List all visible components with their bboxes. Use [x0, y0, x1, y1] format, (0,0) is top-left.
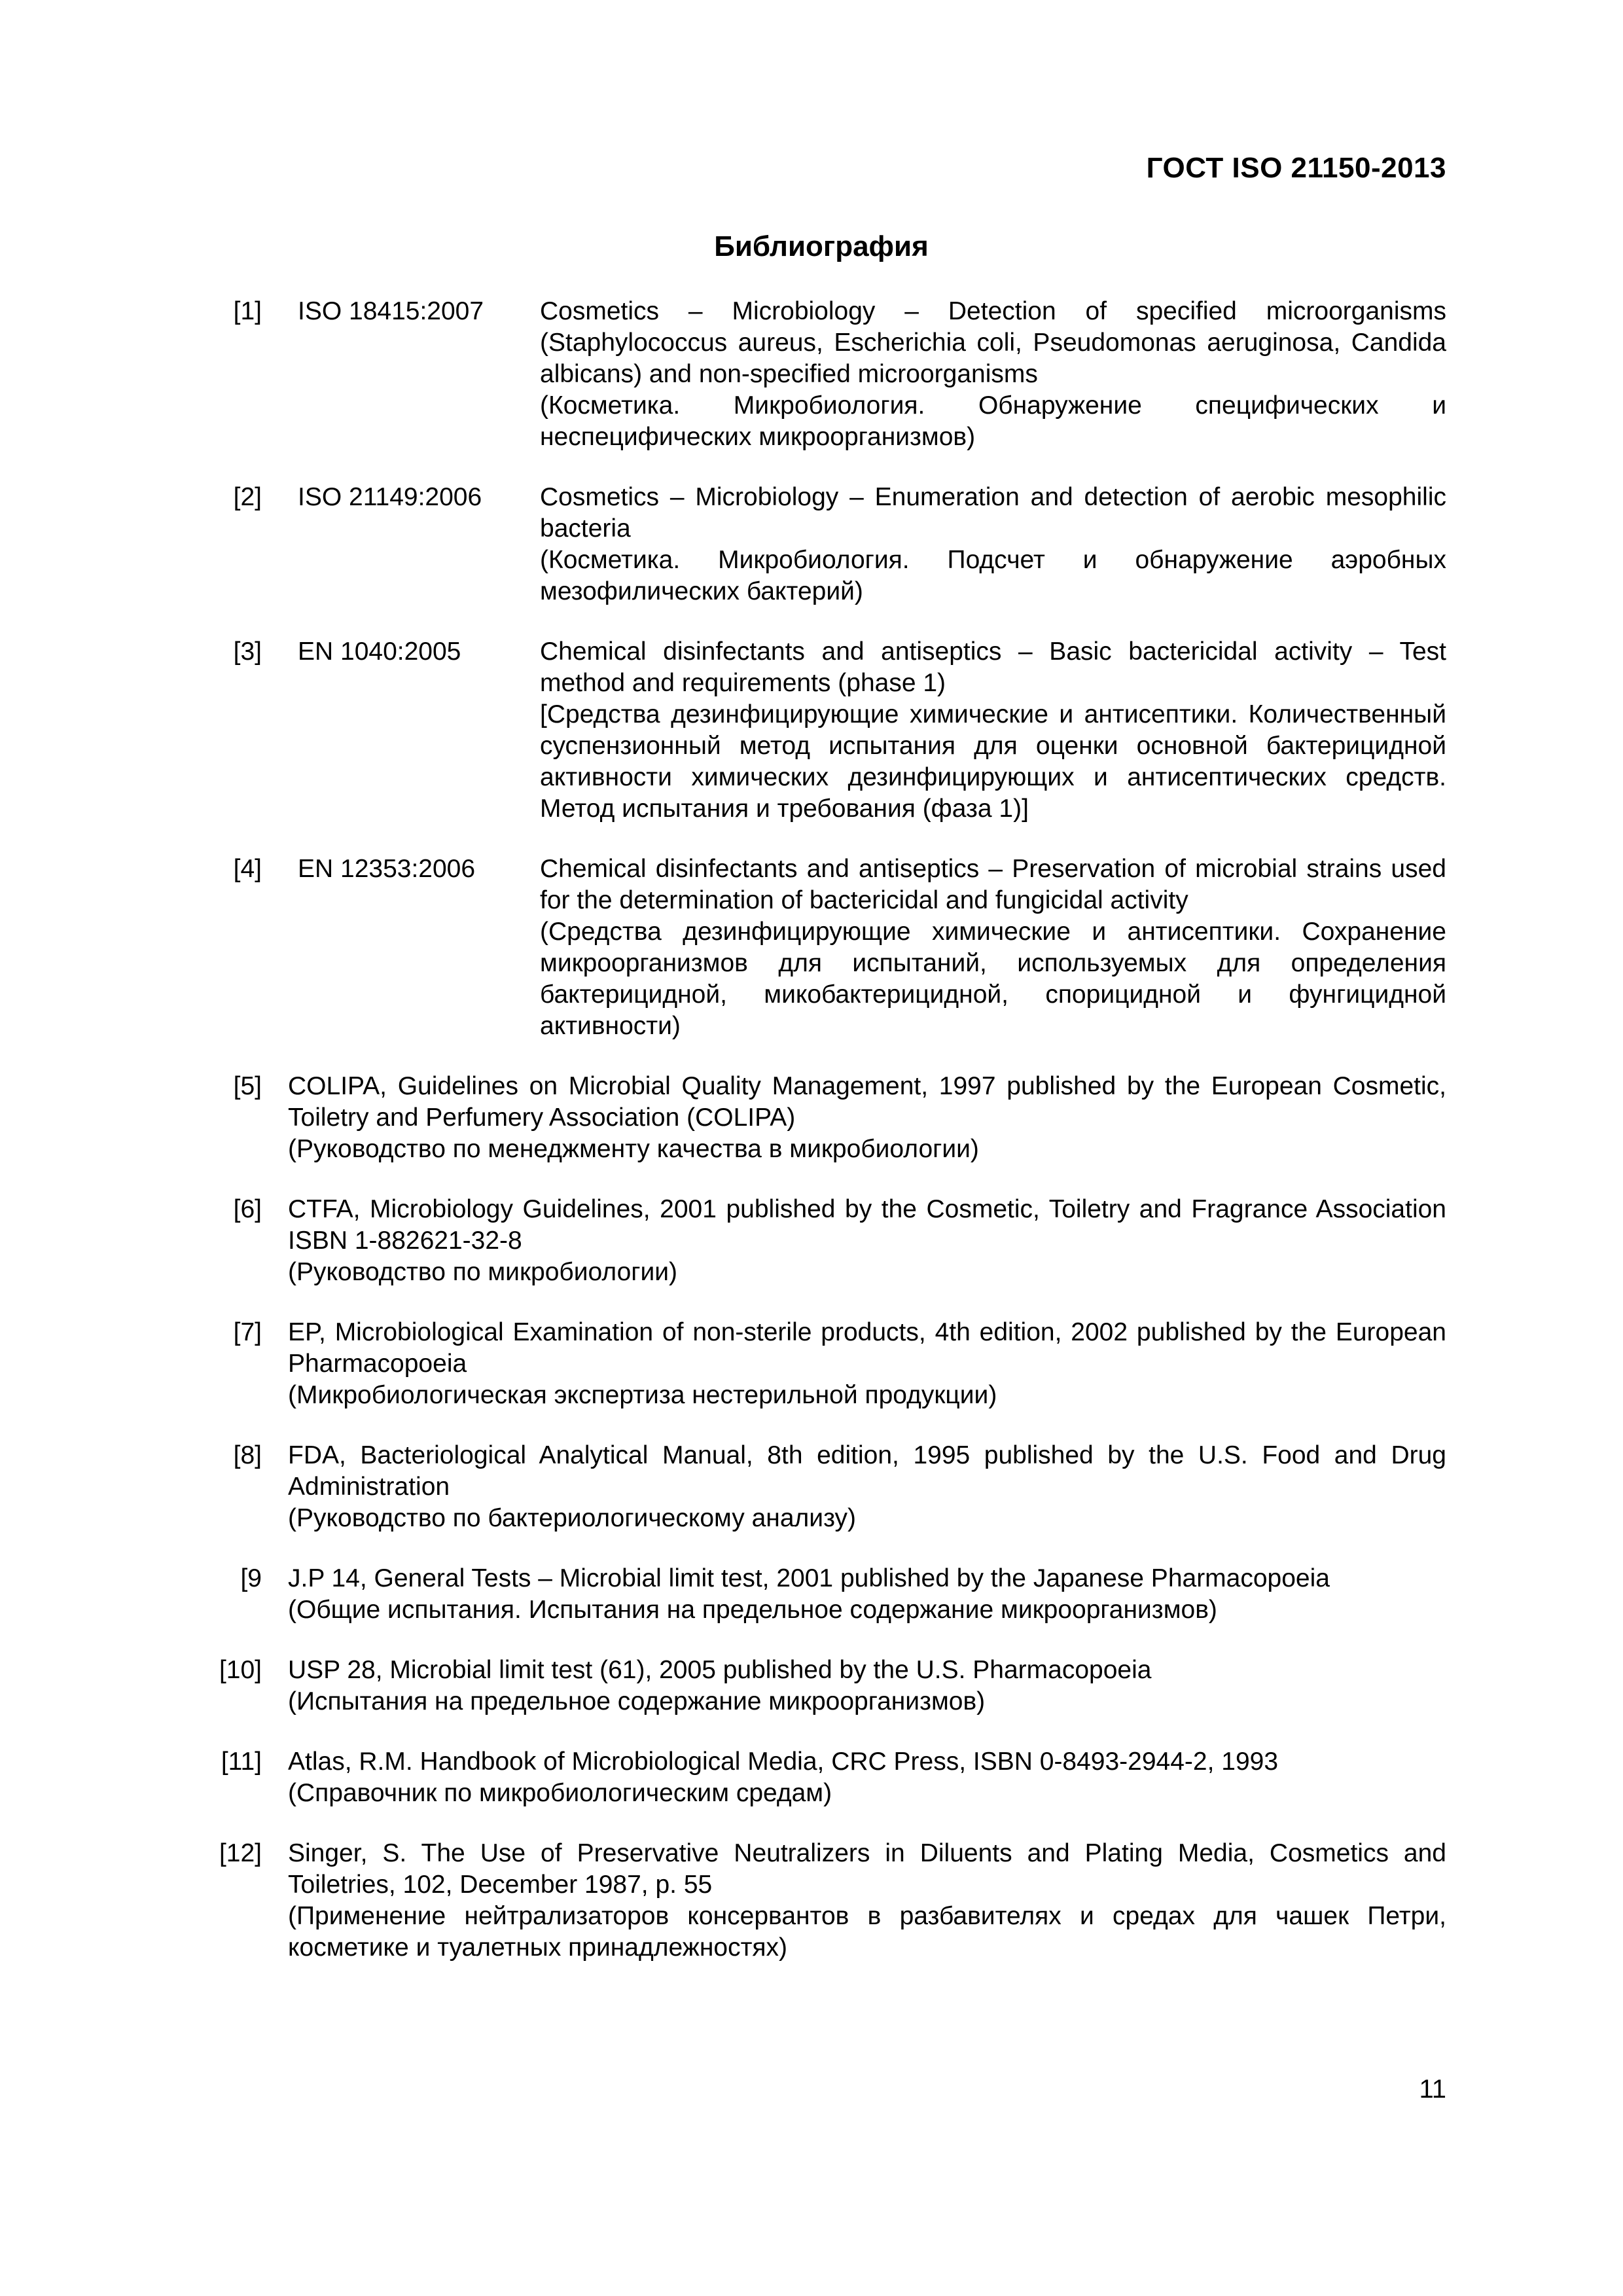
entry-description	[288, 1746, 1446, 1809]
entry-title-en: CTFA, Microbiology Guidelines, 2001 published by the Cosmetic, Toiletry and Fragrance Association ISBN 1-882621-32-8	[288, 1195, 1446, 1255]
entry-description	[540, 296, 1446, 453]
entry-number: [10]	[219, 1656, 262, 1684]
bibliography-list	[216, 296, 1446, 1992]
entry-description	[288, 1071, 1446, 1165]
entry-title-en: EP, Microbiological Examination of non-sterile products, 4th edition, 2002 published by the European Pharmacopoeia	[288, 1318, 1446, 1378]
entry-description	[288, 1838, 1446, 1964]
entry-number: [6]	[233, 1195, 262, 1223]
entry-description	[288, 1440, 1446, 1534]
entry-title-ru: (Косметика. Микробиология. Подсчет и обнаружение аэробных мезофилических бактерий)	[540, 546, 1446, 605]
bibliography-entry	[216, 1563, 1446, 1626]
page-number: 11	[1419, 2075, 1446, 2104]
entry-description	[288, 1655, 1446, 1717]
bibliography-entry	[216, 1838, 1446, 1964]
standard-code: EN 12353:2006	[298, 855, 476, 883]
entry-number: [11]	[221, 1748, 262, 1776]
bibliography-entry	[216, 1746, 1446, 1809]
bibliography-entry	[216, 482, 1446, 607]
entry-title-en: FDA, Bacteriological Analytical Manual, 8th edition, 1995 published by the U.S. Food and Drug Administration	[288, 1441, 1446, 1501]
entry-title-en: COLIPA, Guidelines on Microbial Quality Management, 1997 published by the European Cosmetic, Toiletry and Perfumery Association (COLIPA)	[288, 1072, 1446, 1132]
entry-title-ru: (Руководство по микробиологии)	[288, 1258, 678, 1286]
entry-number: [1]	[233, 297, 262, 325]
document-code: ГОСТ ISO 21150-2013	[1146, 152, 1446, 184]
bibliography-entry	[216, 1440, 1446, 1534]
entry-title-en: Atlas, R.M. Handbook of Microbiological Media, CRC Press, ISBN 0-8493-2944-2, 1993	[288, 1748, 1279, 1776]
entry-description	[540, 636, 1446, 825]
entry-title-ru: (Микробиологическая экспертиза нестерильной продукции)	[288, 1381, 997, 1409]
bibliography-entry	[216, 1317, 1446, 1411]
standard-code: EN 1040:2005	[298, 637, 461, 666]
entry-title-ru: (Общие испытания. Испытания на предельное содержание микроорганизмов)	[288, 1596, 1217, 1624]
entry-title-en: USP 28, Microbial limit test (61), 2005 published by the U.S. Pharmacopoeia	[288, 1656, 1152, 1684]
entry-title-ru: [Средства дезинфицирующие химические и антисептики. Количественный суспензионный метод испытания для оценки основной бактерицидной активности химических дезинфицирующих и антисептических средств. Метод испытания и требования (фаза 1)]	[540, 700, 1446, 823]
entry-title-en: Cosmetics – Microbiology – Enumeration and detection of aerobic mesophilic bacteria	[540, 483, 1446, 543]
entry-number: [7]	[233, 1318, 262, 1346]
entry-description	[540, 482, 1446, 607]
entry-number: [9	[240, 1564, 262, 1592]
entry-number: [12]	[219, 1839, 262, 1867]
entry-title-ru: (Руководство по менеджменту качества в микробиологии)	[288, 1135, 979, 1163]
entry-description	[288, 1317, 1446, 1411]
bibliography-entry	[216, 1071, 1446, 1165]
entry-title-ru: (Косметика. Микробиология. Обнаружение специфических и неспецифических микроорганизмов)	[540, 391, 1446, 451]
entry-number: [5]	[233, 1072, 262, 1100]
standard-code: ISO 21149:2006	[298, 483, 482, 511]
bibliography-entry	[216, 1655, 1446, 1717]
standard-code: ISO 18415:2007	[298, 297, 484, 325]
entry-title-ru: (Справочник по микробиологическим средам)	[288, 1779, 832, 1807]
section-title: Библиография	[714, 230, 929, 262]
entry-number: [4]	[233, 855, 262, 883]
entry-number: [2]	[233, 483, 262, 511]
entry-title-en: Chemical disinfectants and antiseptics – Basic bactericidal activity – Test method and requirements (phase 1)	[540, 637, 1446, 697]
entry-description	[540, 853, 1446, 1042]
entry-title-ru: (Испытания на предельное содержание микроорганизмов)	[288, 1687, 986, 1715]
entry-title-en: Chemical disinfectants and antiseptics – Preservation of microbial strains used for the determination of bactericidal and fungicidal activity	[540, 855, 1446, 914]
entry-title-en: J.P 14, General Tests – Microbial limit test, 2001 published by the Japanese Pharmacopoeia	[288, 1564, 1330, 1592]
entry-title-ru: (Применение нейтрализаторов консервантов в разбавителях и средах для чашек Петри, косметике и туалетных принадлежностях)	[288, 1902, 1446, 1962]
bibliography-entry	[216, 1194, 1446, 1288]
entry-title-ru: (Средства дезинфицирующие химические и антисептики. Сохранение микроорганизмов для испытаний, используемых для определения бактерицидной, микобактерицидной, спорицидной и фунгицидной активности)	[540, 918, 1446, 1040]
entry-number: [8]	[233, 1441, 262, 1469]
bibliography-entry	[216, 296, 1446, 453]
entry-title-en: Cosmetics – Microbiology – Detection of specified microorganisms (Staphylococcus aureus, Escherichia coli, Pseudomonas aeruginosa, Candida albicans) and non-specified microorganisms	[540, 297, 1446, 388]
entry-description	[288, 1563, 1446, 1626]
entry-description	[288, 1194, 1446, 1288]
entry-title-en: Singer, S. The Use of Preservative Neutralizers in Diluents and Plating Media, Cosmetics and Toiletries, 102, December 1987, p. 55	[288, 1839, 1446, 1899]
bibliography-entry	[216, 636, 1446, 825]
bibliography-entry	[216, 853, 1446, 1042]
entry-title-ru: (Руководство по бактериологическому анализу)	[288, 1504, 856, 1532]
entry-number: [3]	[233, 637, 262, 666]
